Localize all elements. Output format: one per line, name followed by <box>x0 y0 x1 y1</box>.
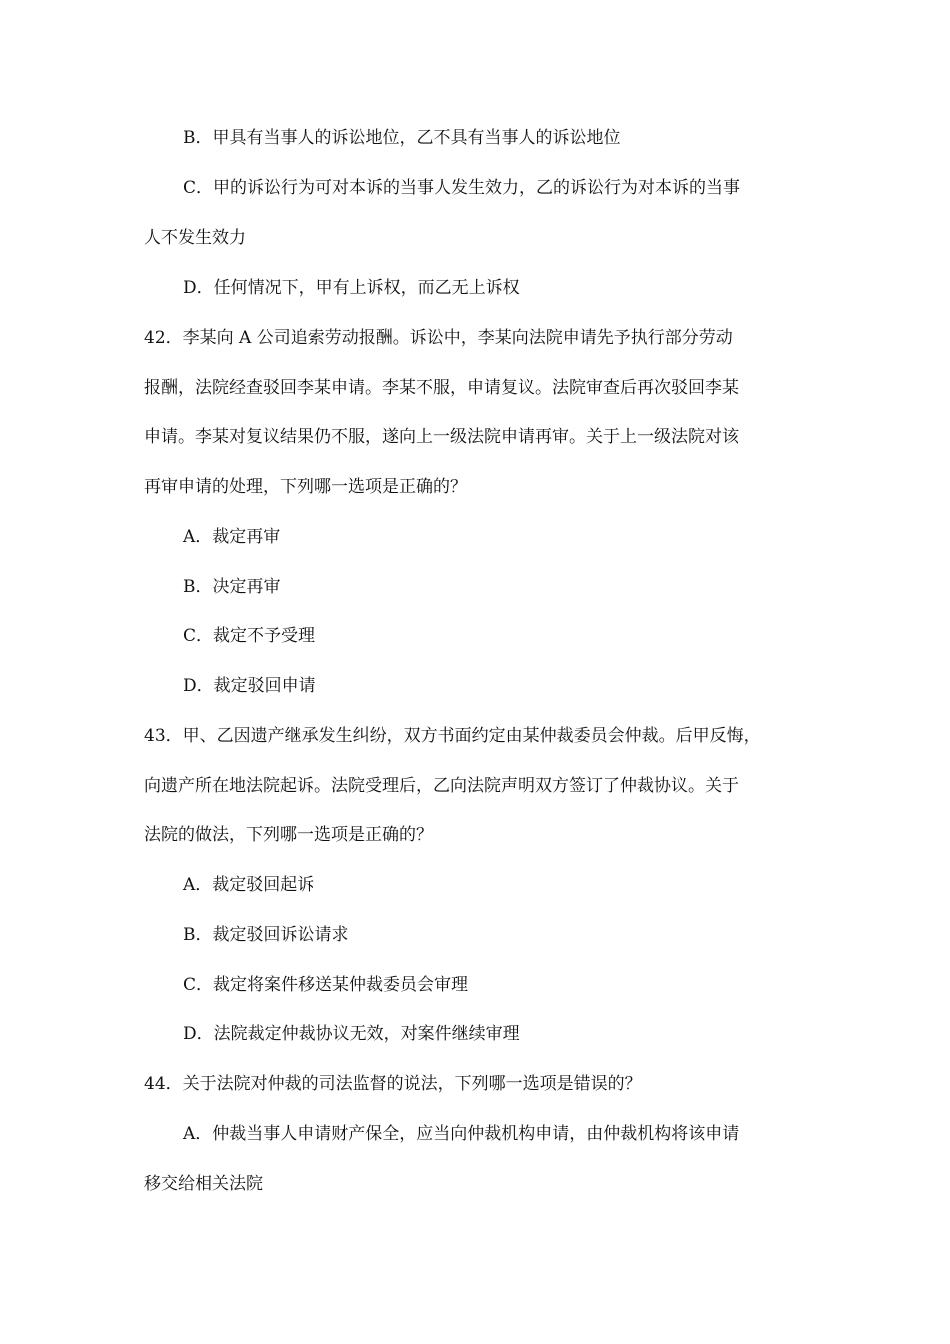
q41-option-b: B．甲具有当事人的诉讼地位，乙不具有当事人的诉讼地位 <box>183 128 621 148</box>
q42-option-d: D．裁定驳回申请 <box>183 676 316 696</box>
q43-stem-line3: 法院的做法，下列哪一选项是正确的？ <box>144 825 433 845</box>
q43-stem-line1: 43．甲、乙因遗产继承发生纠纷，双方书面约定由某仲裁委员会仲裁。后甲反悔， <box>144 726 761 746</box>
q42-stem-line1: 42．李某向 A 公司追索劳动报酬。诉讼中，李某向法院申请先予执行部分劳动 <box>144 328 733 348</box>
q43-option-b: B．裁定驳回诉讼请求 <box>183 925 349 945</box>
q41-option-d: D．任何情况下，甲有上诉权，而乙无上诉权 <box>183 278 520 298</box>
q41-option-c-line2: 人不发生效力 <box>144 228 246 248</box>
q42-option-b: B．决定再审 <box>183 577 281 597</box>
q43-stem-line2: 向遗产所在地法院起诉。法院受理后，乙向法院声明双方签订了仲裁协议。关于 <box>144 776 739 796</box>
q42-stem-line3: 申请。李某对复议结果仍不服，遂向上一级法院申请再审。关于上一级法院对该 <box>144 427 739 447</box>
q43-option-a: A．裁定驳回起诉 <box>183 875 315 895</box>
q42-stem-line2: 报酬，法院经查驳回李某申请。李某不服，申请复议。法院审查后再次驳回李某 <box>144 378 739 398</box>
q42-option-c: C．裁定不予受理 <box>183 626 316 646</box>
q41-option-c-line1: C．甲的诉讼行为可对本诉的当事人发生效力，乙的诉讼行为对本诉的当事 <box>183 178 741 198</box>
q43-option-d: D．法院裁定仲裁协议无效，对案件继续审理 <box>183 1024 520 1044</box>
q42-option-a: A．裁定再审 <box>183 527 281 547</box>
q42-stem-line4: 再审申请的处理，下列哪一选项是正确的？ <box>144 477 467 497</box>
q43-option-c: C．裁定将案件移送某仲裁委员会审理 <box>183 975 469 995</box>
q44-option-a-line2: 移交给相关法院 <box>144 1174 263 1194</box>
q44-option-a-line1: A．仲裁当事人申请财产保全，应当向仲裁机构申请，由仲裁机构将该申请 <box>183 1124 740 1144</box>
q44-stem-line1: 44．关于法院对仲裁的司法监督的说法，下列哪一选项是错误的？ <box>144 1074 642 1094</box>
